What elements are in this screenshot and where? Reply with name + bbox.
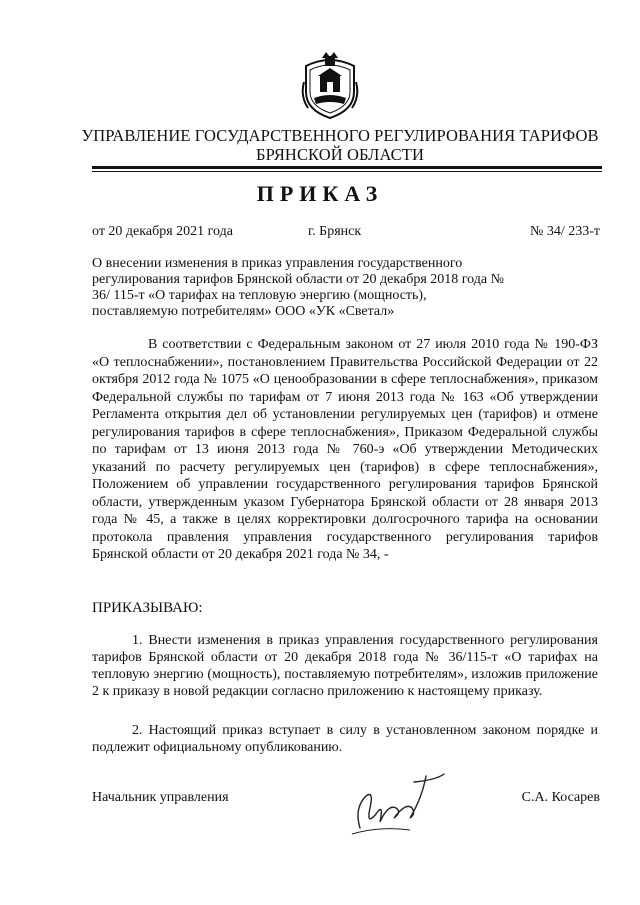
document-subject: О внесении изменения в приказ управления государственного регулирования тарифов Брянской области от 20 декабря 2018 года № 36/ 115-т «О тарифах на тепловую энергию (мощность), поставляемую потребителям» ООО «УК «Светал» bbox=[92, 256, 504, 319]
preamble-paragraph: В соответствии с Федеральным законом от 27 июля 2010 года № 190-ФЗ «О теплоснабжении», постановлением Правительства Российской Федерации от 22 октября 2012 года № 1075 «О ценообразовании в сфере теплоснабжения», приказом Федеральной службы по тарифам от 7 июня 2013 года № 163 «Об утверждении Регламента открытия дел об установлении регулируемых цен (тарифов) и отмене регулирования тарифов в сфере теплоснабжения», Приказом Федеральной службы по тарифам от 13 июня 2013 года № 760-э «Об утверждении Методических указаний по расчету регулируемых цен (тарифов) в сфере теплоснабжения», Положением об управлении государственного регулирования тарифов Брянской области, утвержденным указом Губернатора Брянской области от 28 января 2013 года № 45, а также в целях корректировки долгосрочного тарифа на основании протокола правления управления государственного регулирования тарифов Брянской области от 20 декабря 2021 года № 34, - bbox=[92, 337, 598, 562]
signatory-position: Начальник управления bbox=[92, 790, 229, 805]
order-heading: ПРИКАЗЫВАЮ: bbox=[92, 600, 203, 616]
coat-of-arms-icon bbox=[300, 52, 360, 120]
header-divider-thick bbox=[92, 166, 602, 169]
order-item-1: 1. Внести изменения в приказ управления государственного регулирования тарифов Брянской области от 20 декабря 2018 года № 36/115-т «О тарифах на тепловую энергию (мощность), поставляемую потребителям», изложив приложение 2 к приказу в новой редакции согласно приложению к настоящему приказу. bbox=[92, 633, 598, 699]
document-date: от 20 декабря 2021 года bbox=[92, 224, 233, 239]
header-divider-thin bbox=[92, 171, 602, 172]
document-city: г. Брянск bbox=[308, 224, 362, 239]
document-number: № 34/ 233-т bbox=[529, 224, 600, 239]
organization-name-line2: БРЯНСКОЙ ОБЛАСТИ bbox=[256, 145, 424, 164]
organization-name-line1: УПРАВЛЕНИЕ ГОСУДАРСТВЕННОГО РЕГУЛИРОВАНИЯ ТАРИФОВ bbox=[81, 126, 599, 145]
signatory-name: С.А. Косарев bbox=[521, 790, 600, 805]
handwritten-signature-icon bbox=[340, 768, 450, 840]
order-item-2: 2. Настоящий приказ вступает в силу в установленном законом порядке и подлежит официальному опубликованию. bbox=[92, 723, 598, 755]
document-title: ПРИКАЗ bbox=[256, 181, 384, 206]
